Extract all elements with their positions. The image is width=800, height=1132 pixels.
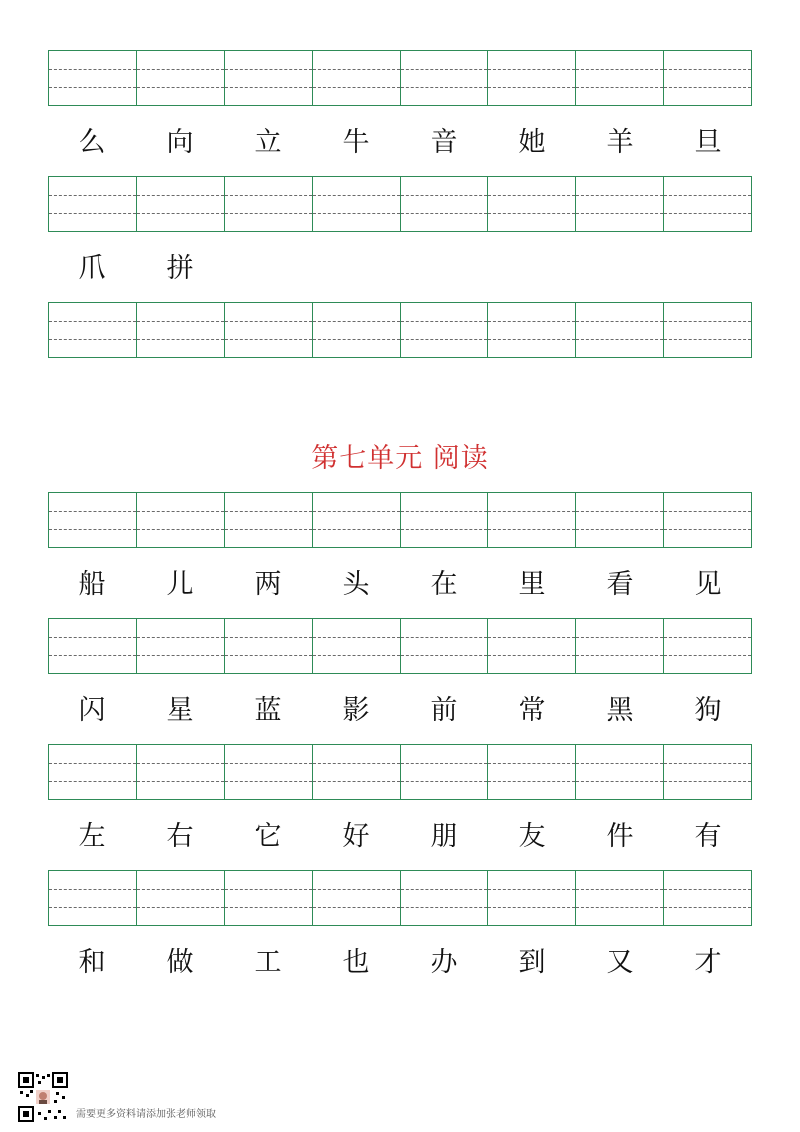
character: 件 [606,821,634,852]
pinyin-cell[interactable] [576,493,664,547]
pinyin-cell[interactable] [137,745,225,799]
pinyin-cell[interactable] [313,51,401,105]
pinyin-cell[interactable] [664,871,751,925]
pinyin-cell[interactable] [225,303,313,357]
pinyin-cell[interactable] [488,619,576,673]
character: 狗 [694,695,722,726]
character: 船 [78,569,106,600]
pinyin-cell[interactable] [401,177,489,231]
character: 拼 [166,253,194,284]
pinyin-cell[interactable] [664,51,751,105]
character: 又 [606,947,634,978]
character: 头 [342,569,370,600]
pinyin-cell[interactable] [488,51,576,105]
footer [18,1072,216,1122]
character: 常 [518,695,546,726]
pinyin-cell[interactable] [49,745,137,799]
pinyin-cell[interactable] [225,619,313,673]
character: 里 [518,569,546,600]
character: 做 [166,947,194,978]
pinyin-writing-grid[interactable] [48,302,752,358]
pinyin-cell[interactable] [313,493,401,547]
pinyin-cell[interactable] [49,493,137,547]
character: 她 [518,127,546,158]
pinyin-cell[interactable] [488,303,576,357]
character-row [48,121,752,165]
pinyin-cell[interactable] [225,493,313,547]
character: 旦 [694,127,722,158]
character-row [48,941,752,985]
pinyin-cell[interactable] [313,619,401,673]
pinyin-cell[interactable] [401,619,489,673]
character: 羊 [606,127,634,158]
pinyin-cell[interactable] [401,493,489,547]
character-row [48,563,752,607]
pinyin-cell[interactable] [49,51,137,105]
footer-note: 需要更多资料请添加张老师领取 [76,1109,216,1120]
pinyin-cell[interactable] [664,303,751,357]
pinyin-cell[interactable] [576,745,664,799]
character: 好 [342,821,370,852]
character: 有 [694,821,722,852]
pinyin-cell[interactable] [49,303,137,357]
pinyin-cell[interactable] [576,177,664,231]
pinyin-writing-grid[interactable] [48,176,752,232]
pinyin-cell[interactable] [401,745,489,799]
pinyin-cell[interactable] [401,303,489,357]
pinyin-cell[interactable] [137,871,225,925]
pinyin-cell[interactable] [137,177,225,231]
pinyin-cell[interactable] [225,177,313,231]
pinyin-cell[interactable] [137,303,225,357]
character: 影 [342,695,370,726]
character: 朋 [430,821,458,852]
character: 星 [166,695,194,726]
unit-title: 第七单元 阅读 [311,443,489,474]
character: 两 [254,569,282,600]
character: 也 [342,947,370,978]
character: 立 [254,127,282,158]
character: 才 [694,947,722,978]
character: 向 [166,127,194,158]
character: 在 [430,569,458,600]
pinyin-writing-grid[interactable] [48,50,752,106]
pinyin-cell[interactable] [313,745,401,799]
pinyin-cell[interactable] [664,493,751,547]
character-row [48,689,752,733]
character-row [48,815,752,859]
pinyin-cell[interactable] [313,871,401,925]
character: 友 [518,821,546,852]
pinyin-cell[interactable] [576,51,664,105]
pinyin-cell[interactable] [576,871,664,925]
qr-code-icon[interactable] [18,1072,68,1122]
character: 音 [430,127,458,158]
pinyin-writing-grid[interactable] [48,618,752,674]
pinyin-cell[interactable] [664,619,751,673]
pinyin-cell[interactable] [137,619,225,673]
character: 办 [430,947,458,978]
pinyin-cell[interactable] [225,51,313,105]
pinyin-cell[interactable] [225,745,313,799]
pinyin-cell[interactable] [49,871,137,925]
pinyin-writing-grid[interactable] [48,870,752,926]
character: 蓝 [254,695,282,726]
character: 黑 [606,695,634,726]
character: 前 [430,695,458,726]
pinyin-cell[interactable] [576,303,664,357]
character: 牛 [342,127,370,158]
character: 它 [254,821,282,852]
character: 工 [254,947,282,978]
character: 见 [694,569,722,600]
character-row [48,247,752,291]
pinyin-cell[interactable] [576,619,664,673]
pinyin-cell[interactable] [137,493,225,547]
pinyin-cell[interactable] [488,177,576,231]
pinyin-cell[interactable] [49,619,137,673]
character: 看 [606,569,634,600]
pinyin-cell[interactable] [313,303,401,357]
pinyin-cell[interactable] [137,51,225,105]
character: 到 [518,947,546,978]
pinyin-cell[interactable] [488,745,576,799]
character: 闪 [78,695,106,726]
character: 爪 [78,253,106,284]
pinyin-cell[interactable] [488,493,576,547]
pinyin-cell[interactable] [225,871,313,925]
pinyin-cell[interactable] [664,177,751,231]
character: 左 [78,821,106,852]
pinyin-cell[interactable] [488,871,576,925]
pinyin-cell[interactable] [401,51,489,105]
pinyin-writing-grid[interactable] [48,744,752,800]
pinyin-cell[interactable] [49,177,137,231]
pinyin-cell[interactable] [401,871,489,925]
character: 儿 [166,569,194,600]
pinyin-writing-grid[interactable] [48,492,752,548]
pinyin-cell[interactable] [313,177,401,231]
character: 右 [166,821,194,852]
character: 么 [78,127,106,158]
pinyin-cell[interactable] [664,745,751,799]
character: 和 [78,947,106,978]
